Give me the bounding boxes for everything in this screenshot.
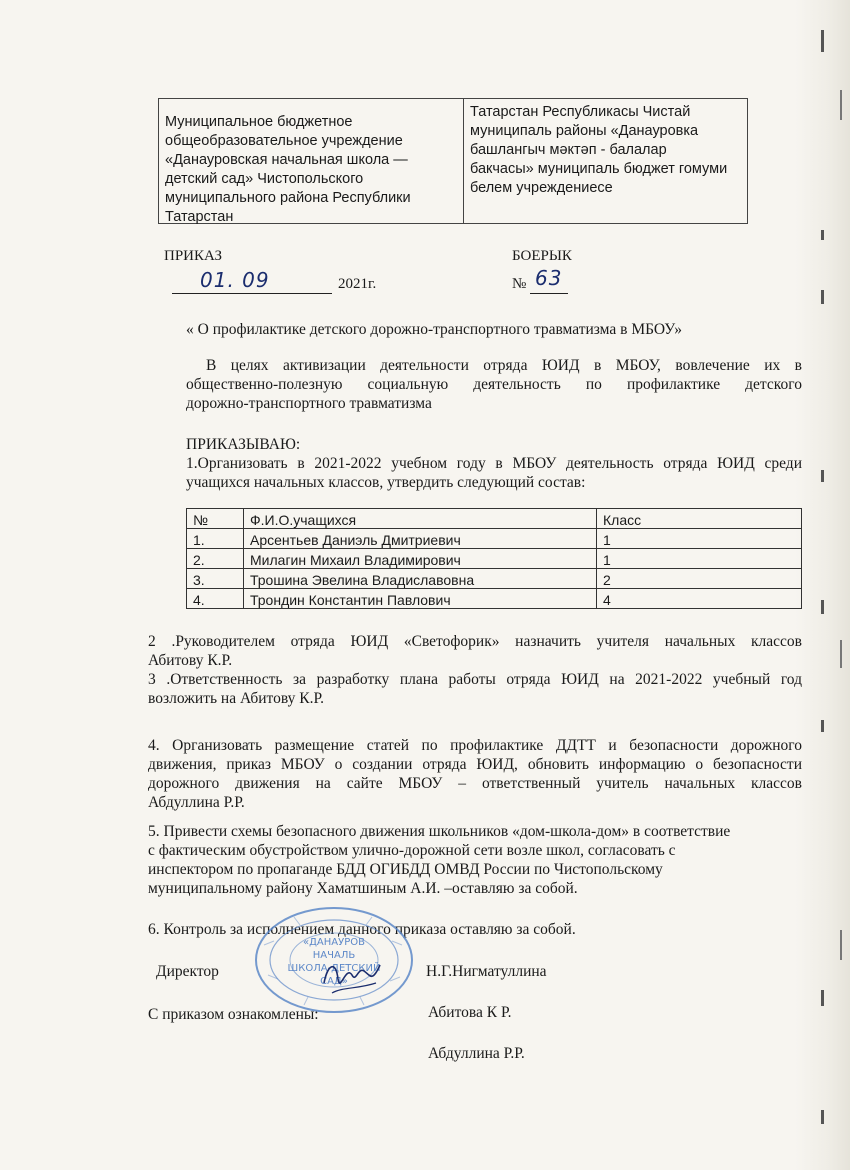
item-3-line: возложить на Абитову К.Р. — [148, 690, 325, 707]
acquainted-name: Абдуллина Р.Р. — [428, 1045, 525, 1062]
item-3 — [148, 670, 802, 708]
item-2 — [148, 632, 802, 670]
director-label: Директор — [156, 963, 219, 980]
order-year: 2021г. — [338, 276, 377, 292]
scan-artifact — [821, 290, 824, 304]
row-class: 4 — [597, 589, 802, 609]
header-number: № — [187, 509, 244, 529]
table-row — [187, 569, 802, 589]
table-row — [187, 589, 802, 609]
item-4-line: 4. Организовать размещение статей по профилактике ДДТТ и безопасности дорожного — [148, 737, 802, 754]
scan-artifact — [821, 470, 824, 482]
table-row — [187, 549, 802, 569]
item-3-line: 3 .Ответственность за разработку плана работы отряда ЮИД на 2021-2022 учебный год — [148, 671, 802, 688]
item-5-line: инспектором по пропаганде БДД ОГИБДД ОМВД России по Чистопольскому — [148, 861, 663, 878]
item-1-line: учащихся начальных классов, утвердить следующий состав: — [186, 474, 586, 491]
row-number: 4. — [187, 589, 244, 609]
header-line: общеобразовательное учреждение — [165, 133, 403, 149]
acquainted-label: С приказом ознакомлены: — [148, 1006, 319, 1023]
stamp-line: САД» — [320, 976, 348, 987]
director-name: Н.Г.Нигматуллина — [426, 963, 547, 980]
item-1-line: 1.Организовать в 2021-2022 учебном году в МБОУ деятельность отряда ЮИД среди — [186, 455, 802, 472]
item-5-line: 5. Привести схемы безопасного движения школьников «дом-школа-дом» в соответствие — [148, 823, 731, 840]
item-4 — [148, 736, 802, 812]
item-2-line: 2 .Руководителем отряда ЮИД «Светофорик» назначить учителя начальных классов — [148, 633, 802, 650]
order-number-handwritten: 63 — [535, 266, 563, 290]
item-4-line: Абдуллина Р.Р. — [148, 794, 245, 811]
decree-heading: ПРИКАЗЫВАЮ: — [186, 436, 301, 453]
table-row — [187, 529, 802, 549]
header-line: детский сад» Чистопольского — [165, 171, 364, 187]
intro-line: общественно-полезную социальную деятельность по профилактике детского — [186, 376, 802, 393]
order-title-tt: БОЕРЫК — [512, 248, 572, 264]
row-number: 3. — [187, 569, 244, 589]
intro-line: дорожно-транспортного травматизма — [186, 395, 432, 412]
scan-artifact — [840, 930, 842, 960]
row-class: 2 — [597, 569, 802, 589]
stamp-line: НАЧАЛЬ — [312, 950, 356, 961]
header-org-tt — [464, 99, 747, 223]
table-header-row — [187, 509, 802, 529]
header-line: «Данауровская начальная школа — — [165, 152, 408, 168]
item-2-line: Абитову К.Р. — [148, 652, 233, 669]
item-5-line: с фактическим обустройством улично-дорожной сети возле школ, согласовать с — [148, 842, 676, 859]
item-5-line: муниципальному району Хаматшиным А.И. –оставляю за собой. — [148, 880, 578, 897]
row-name: Милагин Михаил Владимирович — [244, 549, 597, 569]
scan-artifact — [821, 990, 824, 1006]
order-date-handwritten: 01. 09 — [200, 268, 270, 292]
scan-artifact — [821, 230, 824, 240]
scan-artifact — [821, 30, 824, 52]
item-5 — [148, 822, 802, 898]
row-name: Трошина Эвелина Владиславовна — [244, 569, 597, 589]
intro-line: В целях активизации деятельности отряда ЮИД в МБОУ, вовлечение их в — [206, 357, 802, 374]
scan-artifact — [821, 1110, 824, 1124]
header-table — [158, 98, 748, 224]
header-name: Ф.И.О.учащихся — [244, 509, 597, 529]
scan-artifact — [821, 600, 824, 614]
number-underline — [530, 293, 568, 294]
header-line: башлангыч мәктәп - балалар — [470, 142, 667, 158]
header-line: Татарстан — [165, 209, 234, 225]
roster-table — [186, 508, 802, 609]
stamp-line: «ДАНАУРОВ — [303, 937, 365, 948]
stamp-line: ШКОЛА-ДЕТСКИЙ — [287, 963, 381, 974]
order-title-ru: ПРИКАЗ — [164, 248, 222, 264]
header-class: Класс — [597, 509, 802, 529]
order-subject: « О профилактике детского дорожно-транспортного травматизма в МБОУ» — [186, 321, 682, 338]
intro-paragraph — [186, 356, 802, 413]
scan-artifact — [840, 640, 842, 668]
header-line: Татарстан Республикасы Чистай — [470, 104, 691, 120]
scan-artifact — [840, 90, 842, 120]
header-line: белем учреждениесе — [470, 180, 613, 196]
item-4-line: дорожного движения на сайте МБОУ – ответственный учитель начальных классов — [148, 775, 802, 792]
date-underline — [172, 293, 332, 294]
row-number: 1. — [187, 529, 244, 549]
row-number: 2. — [187, 549, 244, 569]
director-signature — [318, 953, 388, 1003]
header-org-ru — [159, 99, 464, 223]
scan-artifact — [821, 720, 824, 732]
item-6: 6. Контроль за исполнением данного приказа оставляю за собой. — [148, 921, 576, 938]
item-1 — [186, 454, 802, 492]
row-class: 1 — [597, 549, 802, 569]
acquainted-name: Абитова К Р. — [428, 1004, 512, 1021]
item-4-line: движения, приказ МБОУ о создании отряда ЮИД, обновить информацию о безопасности — [148, 756, 802, 773]
header-line: Муниципальное бюджетное — [165, 114, 353, 130]
row-class: 1 — [597, 529, 802, 549]
row-name: Арсентьев Даниэль Дмитриевич — [244, 529, 597, 549]
order-number-sign: № — [512, 276, 527, 292]
row-name: Трондин Константин Павлович — [244, 589, 597, 609]
header-line: муниципаль районы «Данауровка — [470, 123, 699, 139]
header-line: муниципального района Республики — [165, 190, 411, 206]
header-line: бакчасы» муниципаль бюджет гомуми — [470, 161, 728, 177]
